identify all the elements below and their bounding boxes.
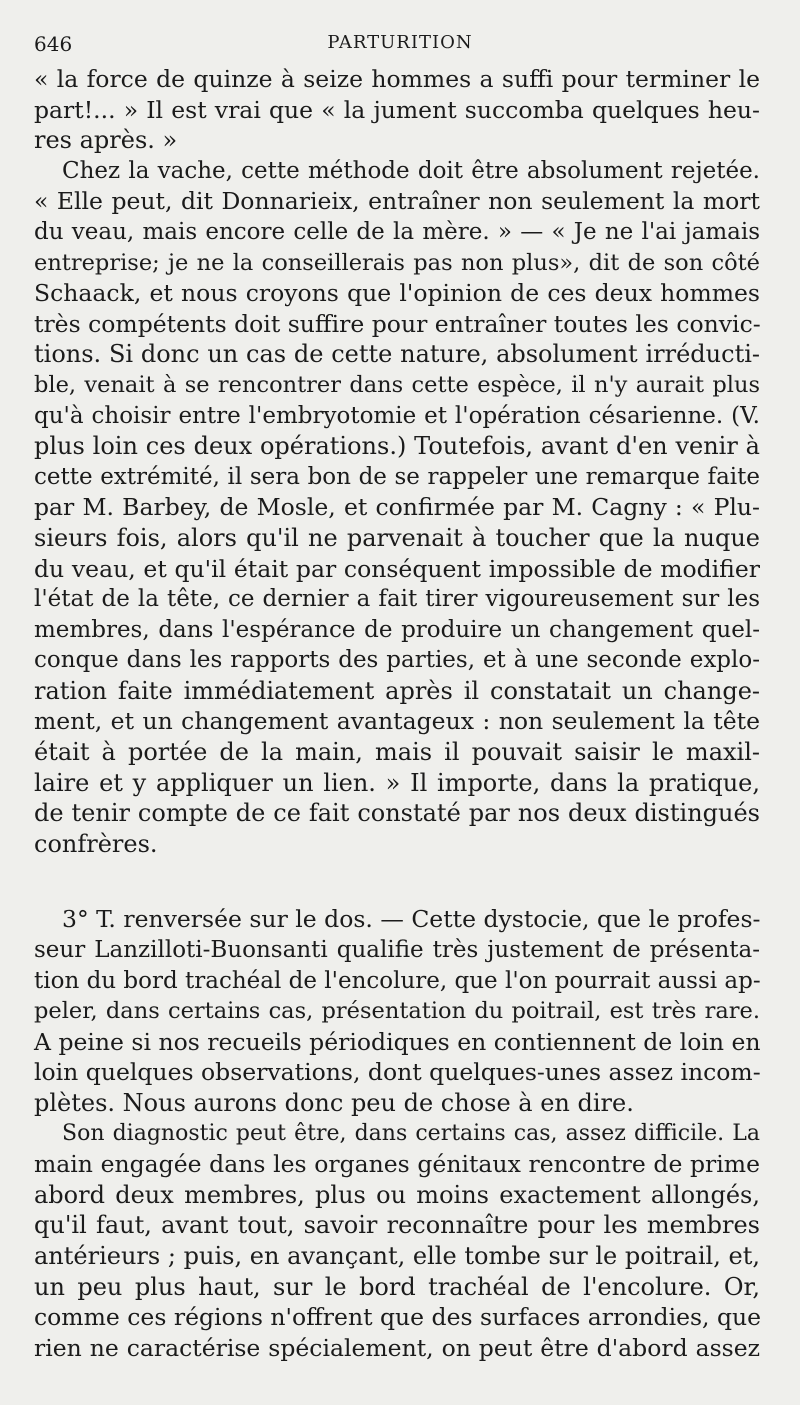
text-line: du veau, et qu'il était par conséquent impossible de modifier	[34, 554, 760, 583]
text-line: très compétents doit suffire pour entraîner toutes les convic-	[34, 309, 761, 338]
text-line: de tenir compte de ce fait constaté par nos deux distingués	[34, 799, 760, 828]
text-line: conque dans les rapports des parties, et à une seconde explo-	[34, 647, 760, 674]
text-line: un peu plus haut, sur le bord trachéal de l'encolure. Or,	[34, 1272, 760, 1301]
text-line: sieurs fois, alors qu'il ne parvenait à toucher que la nuque	[34, 523, 760, 552]
text-line: qu'il faut, avant tout, savoir reconnaître pour les membres	[34, 1211, 760, 1240]
paragraph	[34, 1119, 760, 1364]
text-line: Chez la vache, cette méthode doit être absolument rejetée.	[62, 157, 760, 184]
text-line: 3° T. renversée sur le dos. — Cette dystocie, que le profes-	[62, 905, 761, 934]
paragraph	[34, 904, 760, 1118]
text-line: ment, et un changement avantageux : non seulement la tête	[34, 707, 760, 736]
text-line: ble, venait à se rencontrer dans cette espèce, il n'y aurait plus	[34, 371, 760, 398]
text-line: main engagée dans les organes génitaux rencontre de prime	[34, 1150, 760, 1179]
text-line: rien ne caractérise spécialement, on peut être d'abord assez	[34, 1333, 760, 1362]
text-line: confrères.	[34, 829, 158, 858]
text-line: « Elle peut, dit Donnarieix, entraîner non seulement la mort	[34, 187, 760, 216]
body-text	[34, 64, 760, 1363]
paragraph	[34, 64, 760, 156]
text-line: seur Lanzilloti-Buonsanti qualifie très justement de présenta-	[34, 937, 760, 964]
text-line: comme ces régions n'offrent que des surfaces arrondies, que	[34, 1303, 762, 1332]
text-line: plètes. Nous aurons donc peu de chose à en dire.	[34, 1089, 634, 1117]
text-line: entreprise; je ne la conseillerais pas non plus», dit de son côté	[34, 249, 760, 276]
text-line: membres, dans l'espérance de produire un changement quel-	[34, 616, 760, 643]
text-line: antérieurs ; puis, en avançant, elle tombe sur le poitrail, et,	[34, 1241, 760, 1270]
text-line: loin quelques observations, dont quelques-unes assez incom-	[34, 1058, 761, 1087]
text-line: qu'à choisir entre l'embryotomie et l'opération césarienne. (V.	[34, 402, 760, 429]
text-line: du veau, mais encore celle de la mère. » — « Je ne l'ai jamais	[34, 218, 760, 245]
text-line: plus loin ces deux opérations.) Toutefois, avant d'en venir à	[34, 432, 760, 461]
text-line: cette extrémité, il sera bon de se rappeler une remarque faite	[34, 463, 760, 490]
text-line: ration faite immédiatement après il constatait un change-	[34, 676, 760, 705]
text-line: tions. Si donc un cas de cette nature, absolument irréducti-	[34, 340, 760, 369]
text-line: était à portée de la main, mais il pouvait saisir le maxil-	[34, 738, 760, 767]
text-line: par M. Barbey, de Mosle, et confirmée par M. Cagny : « Plu-	[34, 493, 760, 522]
text-line: Son diagnostic peut être, dans certains cas, assez difficile. La	[62, 1120, 760, 1146]
page-header	[30, 32, 770, 60]
text-line: A peine si nos recueils périodiques en contiennent de loin en	[34, 1027, 761, 1056]
text-line: « la force de quinze à seize hommes a suffi pour terminer le	[34, 65, 760, 93]
text-line: Schaack, et nous croyons que l'opinion de ces deux hommes	[34, 279, 760, 308]
running-title: PARTURITION	[327, 32, 473, 53]
text-line: peler, dans certains cas, présentation du poitrail, est très rare.	[34, 998, 760, 1025]
text-line: res après. »	[34, 126, 178, 155]
paragraph	[34, 156, 760, 860]
text-line: abord deux membres, plus ou moins exactement allongés,	[34, 1180, 760, 1209]
text-line: tion du bord trachéal de l'encolure, que l'on pourrait aussi ap-	[34, 967, 761, 994]
page-number: 646	[34, 32, 73, 56]
text-line: l'état de la tête, ce dernier a fait tirer vigoureusement sur les	[34, 586, 760, 613]
section-gap	[34, 859, 760, 904]
text-line: part!... » Il est vrai que « la jument succomba quelques heu-	[34, 95, 760, 124]
text-line: laire et y appliquer un lien. » Il importe, dans la pratique,	[34, 768, 760, 797]
